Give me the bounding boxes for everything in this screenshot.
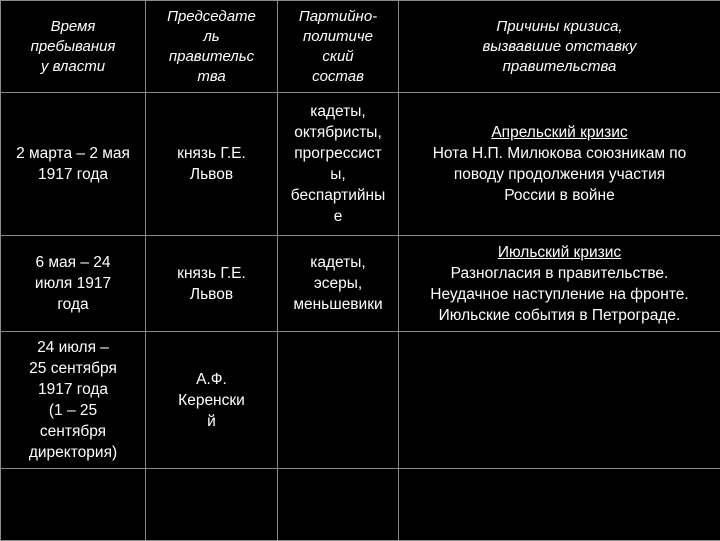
crisis-text: Нота Н.П. Милюкова союзникам по поводу продолжения участия России в войне xyxy=(433,145,687,204)
header-row xyxy=(1,1,720,93)
table-row xyxy=(1,93,720,236)
table-row xyxy=(1,332,720,469)
header-parties: Партийно- политиче ский состав xyxy=(278,1,399,93)
crisis-cell xyxy=(399,236,720,332)
header-chairman: Председате ль правительс тва xyxy=(146,1,278,93)
chairman-cell xyxy=(146,469,278,541)
period-cell: 6 мая – 24 июля 1917 года xyxy=(1,236,146,332)
period-cell: 24 июля – 25 сентября 1917 года (1 – 25 сентября директория) xyxy=(1,332,146,469)
crisis-title: Апрельский кризис xyxy=(491,124,627,141)
parties-cell xyxy=(278,332,399,469)
chairman-cell: князь Г.Е. Львов xyxy=(146,236,278,332)
crisis-cell xyxy=(399,469,720,541)
crisis-title: Июльский кризис xyxy=(498,244,621,261)
table-row xyxy=(1,469,720,541)
header-period: Время пребывания у власти xyxy=(1,1,146,93)
chairman-cell: А.Ф. Керенски й xyxy=(146,332,278,469)
chairman-cell: князь Г.Е. Львов xyxy=(146,93,278,236)
header-crisis: Причины кризиса, вызвавшие отставку правительства xyxy=(399,1,720,93)
table-row xyxy=(1,236,720,332)
parties-cell: кадеты, октябристы, прогрессист ы, беспартийны е xyxy=(278,93,399,236)
crisis-text: Разногласия в правительстве. Неудачное наступление на фронте. Июльские события в Петрограде. xyxy=(430,265,688,324)
period-cell: 2 марта – 2 мая 1917 года xyxy=(1,93,146,236)
period-cell xyxy=(1,469,146,541)
parties-cell: кадеты, эсеры, меньшевики xyxy=(278,236,399,332)
crisis-cell xyxy=(399,93,720,236)
parties-cell xyxy=(278,469,399,541)
crisis-cell xyxy=(399,332,720,469)
